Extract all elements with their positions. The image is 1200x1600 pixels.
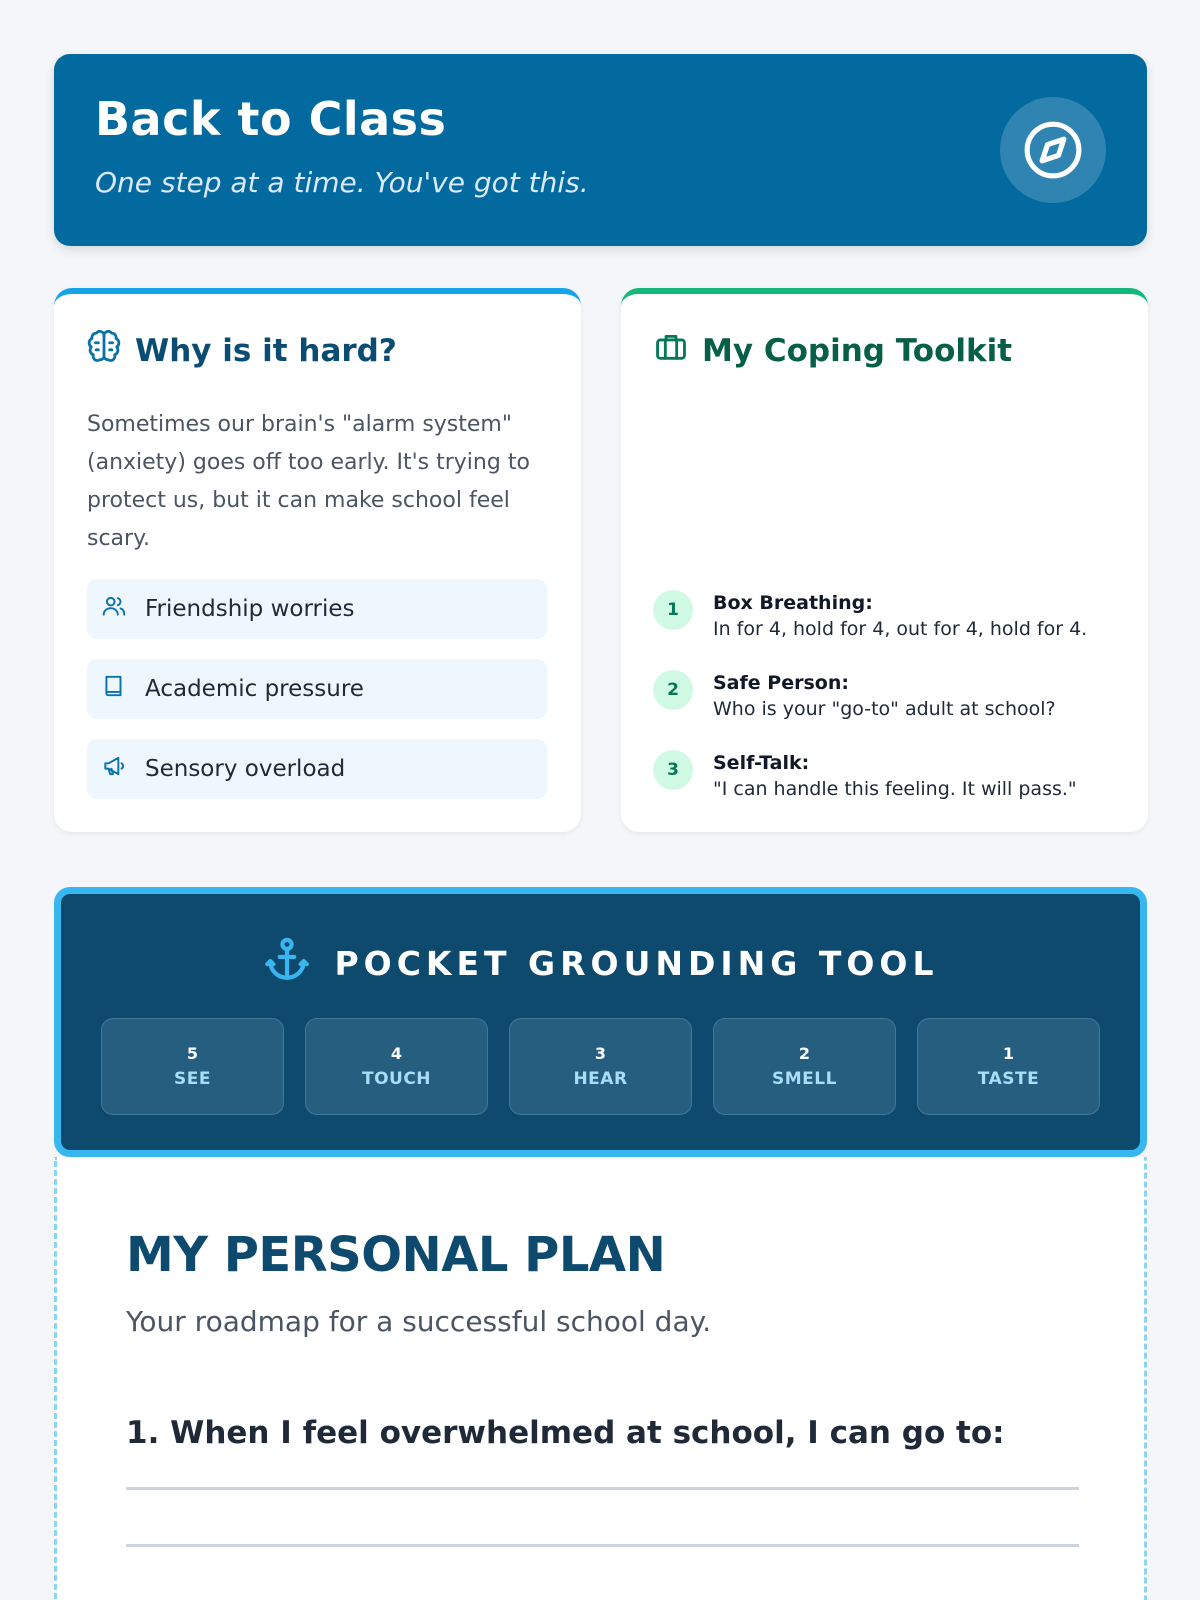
sense-card-see[interactable] xyxy=(101,1018,284,1115)
toolkit-item-text: In for 4, hold for 4, out for 4, hold for 4. xyxy=(713,618,1088,640)
grounding-tool xyxy=(54,887,1147,1157)
worry-label: Academic pressure xyxy=(145,676,364,702)
why-card-title: Why is it hard? xyxy=(135,333,397,369)
sense-label: SEE xyxy=(174,1069,211,1089)
brain-icon xyxy=(87,330,121,372)
toolkit-item-text: Who is your "go-to" adult at school? xyxy=(713,698,1056,720)
sense-label: TASTE xyxy=(977,1069,1040,1089)
worry-label: Friendship worries xyxy=(145,596,355,622)
why-description: Sometimes our brain's "alarm system" (anxiety) goes off too early. It's trying to protect us, but it can make school feel scary. xyxy=(87,412,530,551)
toolkit-item-number: 3 xyxy=(653,750,693,790)
sense-number: 2 xyxy=(798,1044,811,1063)
toolkit-item xyxy=(653,750,1113,802)
toolkit-item-text: "I can handle this feeling. It will pass." xyxy=(713,778,1077,800)
answer-line[interactable] xyxy=(126,1544,1079,1547)
toolkit-item-number: 1 xyxy=(653,590,693,630)
sense-card-smell[interactable] xyxy=(713,1018,896,1115)
personal-plan xyxy=(54,1157,1147,1600)
toolkit-item-title: Safe Person: xyxy=(713,672,849,694)
grounding-header xyxy=(61,934,1140,992)
sense-card-taste[interactable] xyxy=(917,1018,1100,1115)
compass-icon xyxy=(1000,97,1106,203)
toolkit-item-number: 2 xyxy=(653,670,693,710)
why-card-header xyxy=(87,330,397,372)
toolkit-card xyxy=(621,288,1148,832)
sense-label: HEAR xyxy=(573,1069,628,1089)
anchor-icon xyxy=(262,934,312,992)
worry-item-friendship xyxy=(87,579,547,639)
toolkit-item-title: Self-Talk: xyxy=(713,752,810,774)
sense-card-hear[interactable] xyxy=(509,1018,692,1115)
toolkit-item xyxy=(653,670,1113,722)
sense-number: 4 xyxy=(390,1044,403,1063)
toolkit-item xyxy=(653,590,1113,642)
worry-item-sensory xyxy=(87,739,547,799)
toolkit-card-title: My Coping Toolkit xyxy=(702,333,1013,369)
book-icon xyxy=(101,673,127,705)
plan-question: 1. When I feel overwhelmed at school, I can go to: xyxy=(126,1415,1005,1451)
page-subtitle: One step at a time. You've got this. xyxy=(95,166,589,199)
header-banner xyxy=(54,54,1147,246)
toolkit-card-header xyxy=(654,330,1012,372)
sense-number: 1 xyxy=(1002,1044,1015,1063)
briefcase-icon xyxy=(654,330,688,372)
plan-title: MY PERSONAL PLAN xyxy=(126,1227,666,1283)
why-card xyxy=(54,288,581,832)
users-icon xyxy=(101,593,127,625)
grounding-title: POCKET GROUNDING TOOL xyxy=(334,943,939,983)
sense-label: TOUCH xyxy=(361,1069,432,1089)
sense-card-touch[interactable] xyxy=(305,1018,488,1115)
plan-subtitle: Your roadmap for a successful school day. xyxy=(126,1305,712,1338)
megaphone-icon xyxy=(101,753,127,785)
worry-item-academic xyxy=(87,659,547,719)
toolkit-item-title: Box Breathing: xyxy=(713,592,873,614)
sense-number: 5 xyxy=(186,1044,199,1063)
answer-line[interactable] xyxy=(126,1487,1079,1490)
sense-label: SMELL xyxy=(772,1069,837,1089)
sense-number: 3 xyxy=(594,1044,607,1063)
worry-label: Sensory overload xyxy=(145,756,346,782)
page-title: Back to Class xyxy=(95,92,447,146)
